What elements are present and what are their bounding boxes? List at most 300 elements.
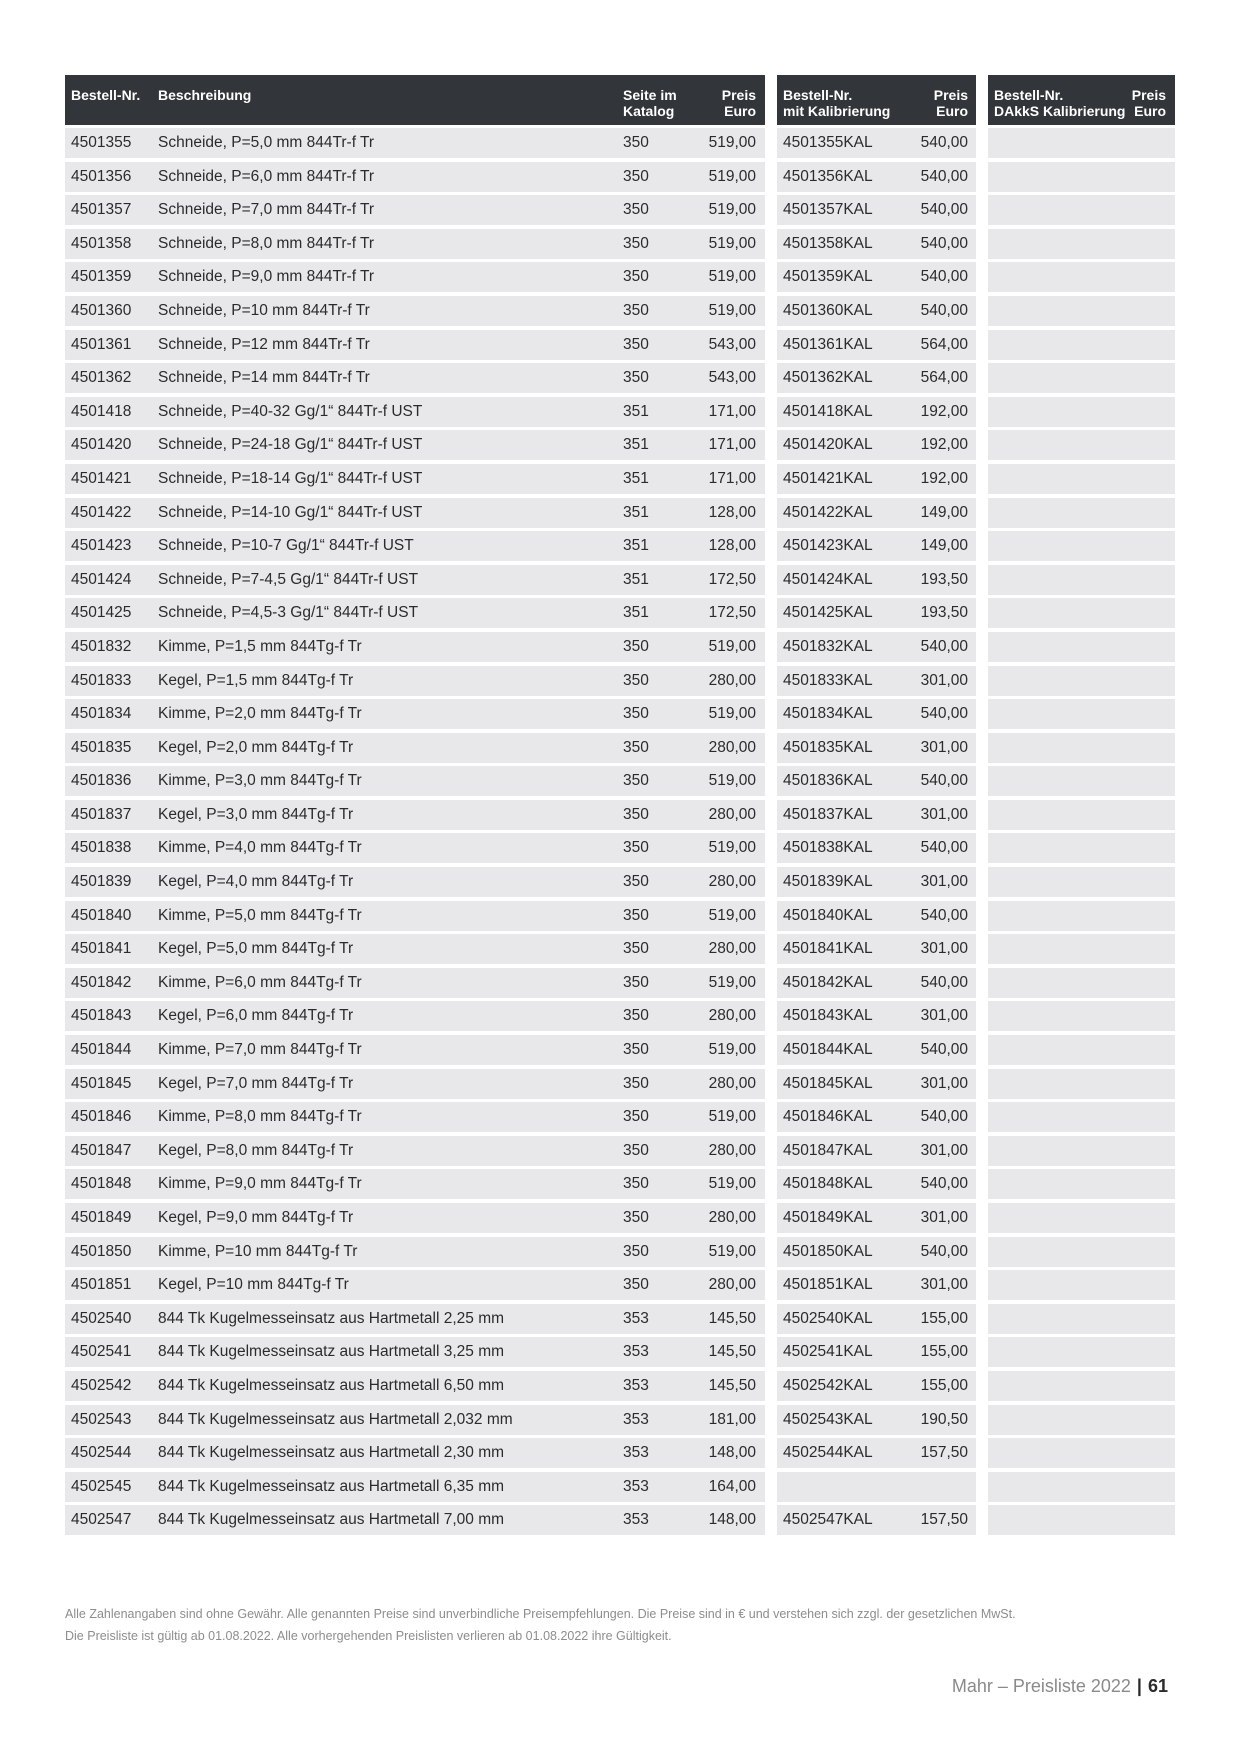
table-header-calibration (777, 75, 976, 125)
table-row (988, 128, 1175, 158)
table-row (777, 968, 976, 998)
calibration-price-cell: 157,50 (920, 1444, 968, 1462)
table-row (65, 1304, 765, 1334)
calibration-price-cell: 301,00 (920, 1007, 968, 1025)
calibration-price-cell: 301,00 (920, 1141, 968, 1159)
catalog-page-cell: 353 (623, 1309, 649, 1327)
table-row (777, 1069, 976, 1099)
description-cell: Kegel, P=5,0 mm 844Tg-f Tr (158, 940, 354, 958)
price-cell: 148,00 (708, 1511, 756, 1529)
table-row (65, 1035, 765, 1065)
table-row (777, 1102, 976, 1132)
catalog-page-cell: 351 (623, 570, 649, 588)
calibration-price-cell: 540,00 (920, 1041, 968, 1059)
description-cell: Kimme, P=7,0 mm 844Tg-f Tr (158, 1041, 362, 1059)
table-row (777, 330, 976, 360)
calibration-price-cell: 540,00 (920, 705, 968, 723)
table-row (777, 666, 976, 696)
header-calibration-price: Preis Euro (933, 87, 968, 119)
calibration-price-cell: 564,00 (920, 369, 968, 387)
calibration-price-cell: 193,50 (920, 570, 968, 588)
calibration-price-cell: 192,00 (920, 436, 968, 454)
table-row (65, 397, 765, 427)
table-row (777, 397, 976, 427)
table-row (988, 1203, 1175, 1233)
calibration-order-number-cell: 4501838KAL (783, 839, 873, 857)
order-number-cell: 4501836 (71, 772, 132, 790)
table-row (65, 666, 765, 696)
calibration-order-number-cell: 4501835KAL (783, 738, 873, 756)
catalog-page-cell: 350 (623, 335, 649, 353)
description-cell: Schneide, P=14 mm 844Tr-f Tr (158, 369, 370, 387)
table-row (65, 833, 765, 863)
table-row (65, 430, 765, 460)
table-row (65, 330, 765, 360)
catalog-page-cell: 350 (623, 201, 649, 219)
description-cell: Schneide, P=6,0 mm 844Tr-f Tr (158, 167, 375, 185)
order-number-cell: 4501837 (71, 805, 132, 823)
price-cell: 519,00 (708, 301, 756, 319)
order-number-cell: 4501841 (71, 940, 132, 958)
price-cell: 280,00 (708, 805, 756, 823)
table-row (777, 699, 976, 729)
table-row (777, 531, 976, 561)
order-number-cell: 4501843 (71, 1007, 132, 1025)
calibration-order-number-cell: 4501844KAL (783, 1041, 873, 1059)
order-number-cell: 4501849 (71, 1209, 132, 1226)
table-row (65, 1102, 765, 1132)
header-price: Preis Euro (721, 87, 756, 119)
page-footer (952, 1676, 1168, 1697)
catalog-page-cell: 350 (623, 637, 649, 655)
table-row (65, 498, 765, 528)
table-row (988, 397, 1175, 427)
description-cell: 844 Tk Kugelmesseinsatz aus Hartmetall 2,30 mm (158, 1444, 505, 1462)
calibration-order-number-cell: 4501840KAL (783, 906, 873, 924)
table-row (988, 531, 1175, 561)
calibration-order-number-cell: 4501356KAL (783, 167, 873, 185)
calibration-price-cell: 149,00 (920, 503, 968, 521)
catalog-page-cell: 350 (623, 705, 649, 723)
order-number-cell: 4501847 (71, 1141, 132, 1159)
calibration-price-cell: 540,00 (920, 1175, 968, 1193)
order-number-cell: 4501844 (71, 1041, 132, 1059)
disclaimer-footnote (65, 1603, 1175, 1647)
calibration-order-number-cell: 4501423KAL (783, 537, 873, 555)
price-cell: 280,00 (708, 738, 756, 756)
description-cell: Kegel, P=8,0 mm 844Tg-f Tr (158, 1141, 354, 1159)
price-cell: 148,00 (708, 1444, 756, 1462)
footer-separator: | (1136, 1676, 1142, 1696)
description-cell: Kegel, P=10 mm 844Tg-f Tr (158, 1276, 349, 1294)
catalog-page-cell: 350 (623, 772, 649, 790)
calibration-order-number-cell: 4501360KAL (783, 301, 873, 319)
catalog-page-cell: 350 (623, 1141, 649, 1159)
price-cell: 543,00 (708, 369, 756, 387)
calibration-price-cell: 157,50 (920, 1511, 968, 1529)
table-row (777, 867, 976, 897)
table-row (65, 699, 765, 729)
calibration-price-cell: 192,00 (920, 469, 968, 487)
catalog-page-cell: 351 (623, 604, 649, 622)
price-cell: 280,00 (708, 1209, 756, 1226)
table-row (65, 128, 765, 158)
catalog-page-cell: 350 (623, 268, 649, 286)
description-cell: Kimme, P=4,0 mm 844Tg-f Tr (158, 839, 362, 857)
calibration-order-number-cell: 4501843KAL (783, 1007, 873, 1025)
description-cell: 844 Tk Kugelmesseinsatz aus Hartmetall 7,00 mm (158, 1511, 505, 1529)
price-cell: 519,00 (708, 1175, 756, 1193)
order-number-cell: 4501362 (71, 369, 132, 387)
description-cell: Kegel, P=6,0 mm 844Tg-f Tr (158, 1007, 354, 1025)
table-row (65, 867, 765, 897)
order-number-cell: 4502547 (71, 1511, 132, 1529)
price-cell: 519,00 (708, 906, 756, 924)
table-row (777, 262, 976, 292)
description-cell: Kegel, P=2,0 mm 844Tg-f Tr (158, 738, 354, 756)
calibration-price-cell: 155,00 (920, 1343, 968, 1361)
price-cell: 280,00 (708, 1141, 756, 1159)
table-row (65, 262, 765, 292)
table-row (777, 901, 976, 931)
validity-line: Die Preisliste ist gültig ab 01.08.2022. Alle vorhergehenden Preislisten verlieren ab 01.08.2022 ihre Gültigkeit. (65, 1629, 672, 1643)
calibration-price-cell: 301,00 (920, 1276, 968, 1294)
catalog-page-cell: 350 (623, 1175, 649, 1193)
table-row (65, 632, 765, 662)
table-row (65, 1337, 765, 1367)
table-row (988, 1270, 1175, 1300)
order-number-cell: 4501840 (71, 906, 132, 924)
calibration-price-cell: 540,00 (920, 234, 968, 252)
calibration-order-number-cell: 4501839KAL (783, 873, 873, 891)
catalog-page-cell: 350 (623, 738, 649, 756)
table-row (988, 1069, 1175, 1099)
calibration-price-cell: 540,00 (920, 973, 968, 991)
catalog-page-cell: 353 (623, 1343, 649, 1361)
order-number-cell: 4501418 (71, 402, 132, 420)
order-number-cell: 4501842 (71, 973, 132, 991)
order-number-cell: 4501356 (71, 167, 132, 185)
calibration-order-number-cell: 4501846KAL (783, 1108, 873, 1126)
order-number-cell: 4501425 (71, 604, 132, 622)
order-number-cell: 4501358 (71, 234, 132, 252)
order-number-cell: 4501839 (71, 873, 132, 891)
description-cell: 844 Tk Kugelmesseinsatz aus Hartmetall 6,50 mm (158, 1376, 505, 1394)
table-row (65, 1438, 765, 1468)
header-dakks-order-number: Bestell-Nr. DAkkS Kalibrierung (994, 87, 1126, 119)
catalog-page-cell: 350 (623, 1041, 649, 1059)
calibration-price-cell: 192,00 (920, 402, 968, 420)
table-row (65, 1169, 765, 1199)
order-number-cell: 4501359 (71, 268, 132, 286)
calibration-order-number-cell: 4501359KAL (783, 268, 873, 286)
description-cell: 844 Tk Kugelmesseinsatz aus Hartmetall 2,25 mm (158, 1309, 505, 1327)
table-row (988, 666, 1175, 696)
catalog-page-cell: 350 (623, 805, 649, 823)
catalog-page-cell: 350 (623, 167, 649, 185)
catalog-page-cell: 350 (623, 1209, 649, 1226)
table-row (988, 1169, 1175, 1199)
table-row (777, 1505, 976, 1535)
order-number-cell: 4501835 (71, 738, 132, 756)
table-row (777, 1405, 976, 1435)
table-row (65, 1371, 765, 1401)
description-cell: Schneide, P=7,0 mm 844Tr-f Tr (158, 201, 375, 219)
header-calibration-order-number: Bestell-Nr. mit Kalibrierung (783, 87, 891, 119)
price-cell: 171,00 (708, 436, 756, 454)
disclaimer-line: Alle Zahlenangaben sind ohne Gewähr. Alle genannten Preise sind unverbindliche Preisempfehlungen. Die Preise sind in € und verstehen sich zzgl. der gesetzlichen MwSt. (65, 1607, 1016, 1621)
order-number-cell: 4501422 (71, 503, 132, 521)
catalog-page-cell: 353 (623, 1376, 649, 1394)
catalog-page-cell: 350 (623, 134, 649, 151)
catalog-page-cell: 350 (623, 671, 649, 689)
order-number-cell: 4501845 (71, 1074, 132, 1092)
calibration-price-cell: 540,00 (920, 301, 968, 319)
order-number-cell: 4502544 (71, 1444, 132, 1462)
catalog-page-cell: 351 (623, 436, 649, 454)
table-row (777, 1237, 976, 1267)
order-number-cell: 4502543 (71, 1410, 132, 1428)
table-header-articles (65, 75, 765, 125)
catalog-page-cell: 350 (623, 839, 649, 857)
table-row (988, 867, 1175, 897)
calibration-order-number-cell: 4502540KAL (783, 1309, 873, 1327)
calibration-order-number-cell: 4502547KAL (783, 1511, 873, 1529)
calibration-price-cell: 540,00 (920, 772, 968, 790)
description-cell: Kegel, P=7,0 mm 844Tg-f Tr (158, 1074, 354, 1092)
price-cell: 171,00 (708, 469, 756, 487)
calibration-price-cell: 540,00 (920, 268, 968, 286)
table-row (777, 1169, 976, 1199)
description-cell: 844 Tk Kugelmesseinsatz aus Hartmetall 3,25 mm (158, 1343, 505, 1361)
catalog-page-cell: 351 (623, 402, 649, 420)
order-number-cell: 4502541 (71, 1343, 132, 1361)
table-row (988, 262, 1175, 292)
description-cell: Schneide, P=7-4,5 Gg/1“ 844Tr-f UST (158, 570, 419, 588)
table-row (65, 766, 765, 796)
price-cell: 172,50 (708, 604, 756, 622)
table-row (988, 901, 1175, 931)
price-cell: 519,00 (708, 234, 756, 252)
calibration-price-cell: 540,00 (920, 637, 968, 655)
table-row (777, 195, 976, 225)
table-block-calibration (777, 75, 976, 1535)
description-cell: Kimme, P=1,5 mm 844Tg-f Tr (158, 637, 362, 655)
table-row (777, 363, 976, 393)
order-number-cell: 4501420 (71, 436, 132, 454)
table-row (777, 800, 976, 830)
table-row (65, 1203, 765, 1233)
order-number-cell: 4501361 (71, 335, 132, 353)
calibration-order-number-cell: 4501358KAL (783, 234, 873, 252)
table-row (65, 800, 765, 830)
table-row (988, 1001, 1175, 1031)
price-cell: 145,50 (708, 1343, 756, 1361)
catalog-page-cell: 351 (623, 469, 649, 487)
calibration-order-number-cell: 4501849KAL (783, 1209, 873, 1226)
table-row (65, 195, 765, 225)
price-cell: 519,00 (708, 134, 756, 151)
order-number-cell: 4501838 (71, 839, 132, 857)
calibration-price-cell: 540,00 (920, 134, 968, 151)
price-cell: 519,00 (708, 201, 756, 219)
table-row (988, 632, 1175, 662)
calibration-price-cell: 155,00 (920, 1309, 968, 1327)
calibration-order-number-cell: 4501836KAL (783, 772, 873, 790)
calibration-price-cell: 301,00 (920, 738, 968, 756)
table-row (988, 464, 1175, 494)
price-cell: 280,00 (708, 940, 756, 958)
table-block-articles (65, 75, 765, 1535)
table-row (988, 296, 1175, 326)
table-row (988, 1035, 1175, 1065)
table-row (777, 766, 976, 796)
table-row (65, 531, 765, 561)
price-cell: 280,00 (708, 873, 756, 891)
catalog-page-cell: 350 (623, 906, 649, 924)
price-cell: 519,00 (708, 637, 756, 655)
calibration-order-number-cell: 4501847KAL (783, 1141, 873, 1159)
table-row (65, 565, 765, 595)
table-row (988, 330, 1175, 360)
table-row (988, 1102, 1175, 1132)
description-cell: Schneide, P=18-14 Gg/1“ 844Tr-f UST (158, 469, 423, 487)
calibration-price-cell: 301,00 (920, 1209, 968, 1226)
calibration-price-cell: 301,00 (920, 940, 968, 958)
order-number-cell: 4501357 (71, 201, 132, 219)
calibration-order-number-cell: 4501361KAL (783, 335, 873, 353)
description-cell: 844 Tk Kugelmesseinsatz aus Hartmetall 2,032 mm (158, 1410, 513, 1428)
calibration-price-cell: 149,00 (920, 537, 968, 555)
price-cell: 519,00 (708, 772, 756, 790)
order-number-cell: 4501833 (71, 671, 132, 689)
price-cell: 171,00 (708, 402, 756, 420)
table-row (988, 766, 1175, 796)
calibration-price-cell: 540,00 (920, 167, 968, 185)
table-row (777, 1203, 976, 1233)
calibration-order-number-cell: 4501832KAL (783, 637, 873, 655)
description-cell: Kegel, P=4,0 mm 844Tg-f Tr (158, 873, 354, 891)
calibration-order-number-cell: 4501851KAL (783, 1276, 873, 1294)
table-row (777, 1438, 976, 1468)
calibration-price-cell: 193,50 (920, 604, 968, 622)
table-row (988, 1136, 1175, 1166)
calibration-price-cell: 540,00 (920, 839, 968, 857)
table-row (65, 901, 765, 931)
table-row (777, 934, 976, 964)
table-row (988, 1438, 1175, 1468)
order-number-cell: 4501848 (71, 1175, 132, 1193)
description-cell: Kimme, P=6,0 mm 844Tg-f Tr (158, 973, 362, 991)
description-cell: Kimme, P=2,0 mm 844Tg-f Tr (158, 705, 362, 723)
price-cell: 519,00 (708, 268, 756, 286)
catalog-page-cell: 351 (623, 503, 649, 521)
table-row (988, 1237, 1175, 1267)
order-number-cell: 4501360 (71, 301, 132, 319)
calibration-order-number-cell: 4502542KAL (783, 1376, 873, 1394)
order-number-cell: 4501355 (71, 134, 132, 151)
table-row (777, 1371, 976, 1401)
description-cell: Kegel, P=3,0 mm 844Tg-f Tr (158, 805, 354, 823)
catalog-page-cell: 350 (623, 1242, 649, 1260)
table-block-dakks (988, 75, 1175, 1535)
description-cell: 844 Tk Kugelmesseinsatz aus Hartmetall 6,35 mm (158, 1477, 505, 1495)
catalog-page-cell: 350 (623, 369, 649, 387)
description-cell: Kegel, P=1,5 mm 844Tg-f Tr (158, 671, 354, 689)
table-row (988, 833, 1175, 863)
header-description: Beschreibung (158, 87, 252, 103)
calibration-price-cell: 540,00 (920, 1242, 968, 1260)
table-row (988, 162, 1175, 192)
description-cell: Schneide, P=9,0 mm 844Tr-f Tr (158, 268, 375, 286)
table-row (988, 1337, 1175, 1367)
description-cell: Kimme, P=5,0 mm 844Tg-f Tr (158, 906, 362, 924)
page-number: 61 (1147, 1676, 1168, 1696)
catalog-page-cell: 351 (623, 537, 649, 555)
calibration-price-cell: 564,00 (920, 335, 968, 353)
price-cell: 164,00 (708, 1477, 756, 1495)
table-row (988, 1371, 1175, 1401)
calibration-order-number-cell: 4501362KAL (783, 369, 873, 387)
table-row (777, 128, 976, 158)
table-row (988, 565, 1175, 595)
calibration-order-number-cell: 4501355KAL (783, 134, 873, 151)
calibration-price-cell: 540,00 (920, 1108, 968, 1126)
table-row (65, 1405, 765, 1435)
table-row (65, 1001, 765, 1031)
calibration-price-cell: 155,00 (920, 1376, 968, 1394)
price-cell: 519,00 (708, 1108, 756, 1126)
price-cell: 519,00 (708, 1041, 756, 1059)
order-number-cell: 4501424 (71, 570, 132, 588)
table-row (777, 1136, 976, 1166)
order-number-cell: 4501851 (71, 1276, 132, 1294)
table-row (777, 833, 976, 863)
price-cell: 128,00 (708, 537, 756, 555)
table-row (777, 1270, 976, 1300)
price-cell: 543,00 (708, 335, 756, 353)
table-row (777, 498, 976, 528)
description-cell: Schneide, P=24-18 Gg/1“ 844Tr-f UST (158, 436, 423, 454)
table-row (988, 1405, 1175, 1435)
price-cell: 172,50 (708, 570, 756, 588)
calibration-order-number-cell: 4501837KAL (783, 805, 873, 823)
description-cell: Schneide, P=40-32 Gg/1“ 844Tr-f UST (158, 402, 423, 420)
table-row (988, 800, 1175, 830)
table-row (65, 968, 765, 998)
order-number-cell: 4502545 (71, 1477, 132, 1495)
catalog-page-cell: 350 (623, 1074, 649, 1092)
calibration-order-number-cell: 4501422KAL (783, 503, 873, 521)
calibration-order-number-cell: 4501841KAL (783, 940, 873, 958)
table-row (988, 229, 1175, 259)
table-row (65, 229, 765, 259)
description-cell: Kimme, P=3,0 mm 844Tg-f Tr (158, 772, 362, 790)
table-row (65, 598, 765, 628)
table-row (988, 733, 1175, 763)
order-number-cell: 4501846 (71, 1108, 132, 1126)
catalog-page-cell: 353 (623, 1511, 649, 1529)
order-number-cell: 4502540 (71, 1309, 132, 1327)
table-row (988, 699, 1175, 729)
table-row (65, 934, 765, 964)
price-cell: 280,00 (708, 1074, 756, 1092)
table-row (777, 1001, 976, 1031)
order-number-cell: 4501834 (71, 705, 132, 723)
calibration-price-cell: 540,00 (920, 201, 968, 219)
catalog-page-cell: 353 (623, 1444, 649, 1462)
price-cell: 280,00 (708, 1276, 756, 1294)
